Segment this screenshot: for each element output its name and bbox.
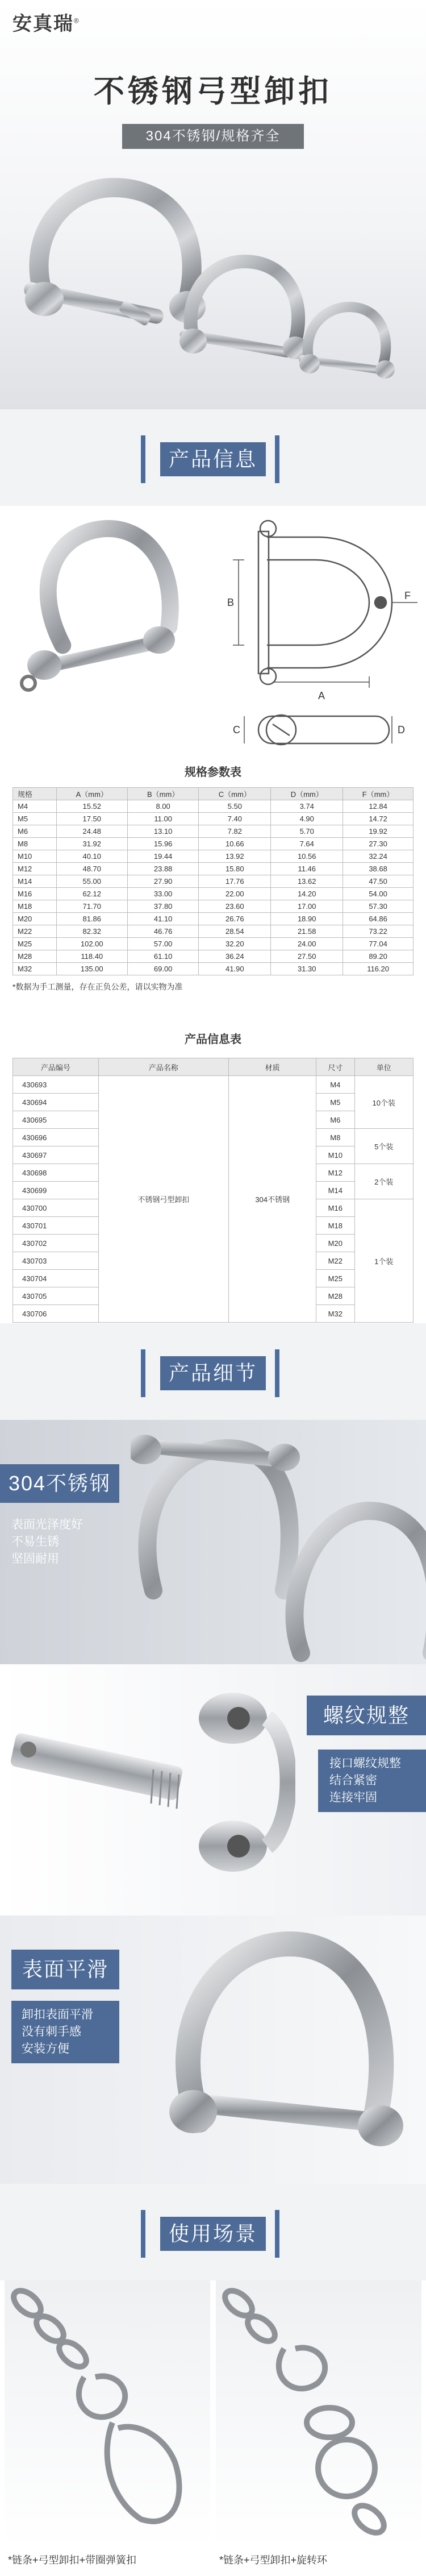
spec-table-section <box>0 756 426 1023</box>
info-row <box>13 1076 414 1094</box>
spec-table <box>12 787 414 975</box>
detail-shackle-closeup-image <box>148 1916 426 2184</box>
dim-label-c: C <box>233 724 240 736</box>
dim-label-f: F <box>404 590 411 601</box>
spec-cell: 62.12 <box>56 888 127 900</box>
hero-banner <box>0 0 426 409</box>
material-cell: 304不锈钢 <box>229 1076 316 1323</box>
spec-cell: 18.90 <box>271 913 343 925</box>
spec-header-cell: F（mm） <box>343 788 414 800</box>
size-cell: M16 <box>316 1199 354 1217</box>
spec-cell: 61.10 <box>127 950 198 963</box>
usage-scenes <box>0 2280 426 2576</box>
spec-cell: M6 <box>13 825 57 838</box>
scene-caption-swivel: *链条+弓型卸扣+旋转环 <box>219 2554 328 2566</box>
spec-header-cell: D（mm） <box>271 788 343 800</box>
spec-cell: 89.20 <box>343 950 414 963</box>
spec-cell: 32.24 <box>343 850 414 863</box>
spec-cell: 19.92 <box>343 825 414 838</box>
spec-cell: 118.40 <box>56 950 127 963</box>
spec-cell: 31.92 <box>56 838 127 850</box>
spec-cell: 71.70 <box>56 900 127 913</box>
spec-cell: 33.00 <box>127 888 198 900</box>
size-cell: M4 <box>316 1076 354 1094</box>
info-header-cell: 单位 <box>354 1058 413 1076</box>
registered-mark: ® <box>74 16 80 25</box>
spec-cell: 21.58 <box>271 925 343 938</box>
size-cell: M6 <box>316 1111 354 1129</box>
spec-cell: 28.54 <box>199 925 271 938</box>
product-code-cell: 430693 <box>13 1076 99 1094</box>
spec-cell: 48.70 <box>56 863 127 875</box>
product-code-cell: 430702 <box>13 1235 99 1252</box>
spec-header-cell: B（mm） <box>127 788 198 800</box>
spec-row <box>13 888 414 900</box>
spec-cell: 47.50 <box>343 875 414 888</box>
spec-cell: M25 <box>13 938 57 950</box>
spec-cell: 8.00 <box>127 800 198 813</box>
spec-header-cell: C（mm） <box>199 788 271 800</box>
spec-cell: M20 <box>13 913 57 925</box>
spec-cell: 81.86 <box>56 913 127 925</box>
hero-title: 不锈钢弓型卸扣 <box>94 74 332 109</box>
dim-label-b: B <box>227 597 235 608</box>
spec-cell: 19.44 <box>127 850 198 863</box>
size-cell: M14 <box>316 1182 354 1199</box>
spec-cell: M14 <box>13 875 57 888</box>
spec-cell: 22.00 <box>199 888 271 900</box>
spec-cell: 7.82 <box>199 825 271 838</box>
product-code-cell: 430697 <box>13 1146 99 1164</box>
spec-cell: 17.76 <box>199 875 271 888</box>
spec-row <box>13 838 414 850</box>
spec-cell: M28 <box>13 950 57 963</box>
spec-cell: 24.48 <box>56 825 127 838</box>
section-header-detail <box>0 1323 426 1420</box>
spec-cell: 7.64 <box>271 838 343 850</box>
spec-row <box>13 900 414 913</box>
detail-line: 表面光泽度好 <box>11 1518 83 1531</box>
size-cell: M32 <box>316 1305 354 1323</box>
spec-cell: 27.30 <box>343 838 414 850</box>
dimension-diagram <box>0 506 426 756</box>
spec-header-cell: 规格 <box>13 788 57 800</box>
scene-photo-swivel <box>216 2280 421 2548</box>
unit-cell: 5个装 <box>354 1129 413 1164</box>
brand-logo <box>12 8 80 36</box>
spec-cell: 23.88 <box>127 863 198 875</box>
product-code-cell: 430700 <box>13 1199 99 1217</box>
spec-cell: 5.70 <box>271 825 343 838</box>
spec-row <box>13 863 414 875</box>
spec-cell: 73.22 <box>343 925 414 938</box>
chain-swivel-ring-image <box>216 2280 421 2548</box>
spec-cell: M22 <box>13 925 57 938</box>
product-code-cell: 430699 <box>13 1182 99 1199</box>
spec-cell: 41.10 <box>127 913 198 925</box>
detail-tag-surface: 表面平滑 <box>11 1950 119 1989</box>
scene-caption-spring-hook: *链条+弓型卸扣+带圈弹簧扣 <box>8 2554 137 2566</box>
size-cell: M12 <box>316 1164 354 1182</box>
spec-cell: 57.30 <box>343 900 414 913</box>
product-code-cell: 430703 <box>13 1252 99 1270</box>
spec-row <box>13 825 414 838</box>
spec-cell: 27.90 <box>127 875 198 888</box>
spec-note: *数据为手工测量，存在正负公差，请以实物为准 <box>12 982 183 991</box>
spec-cell: 14.20 <box>271 888 343 900</box>
product-code-cell: 430705 <box>13 1287 99 1305</box>
info-table-section <box>0 1023 426 1323</box>
spec-cell: 24.00 <box>271 938 343 950</box>
detail-lines-thread <box>318 1750 426 1812</box>
detail-panel-material <box>0 1420 426 1664</box>
small-shackle-icon <box>298 307 395 379</box>
section-header-scene <box>0 2184 426 2280</box>
spec-cell: M10 <box>13 850 57 863</box>
shackle-photo-icon <box>22 519 176 690</box>
spec-cell: M12 <box>13 863 57 875</box>
spec-cell: 40.10 <box>56 850 127 863</box>
info-header-cell: 尺寸 <box>316 1058 354 1076</box>
spec-cell: M8 <box>13 838 57 850</box>
product-code-cell: 430704 <box>13 1270 99 1287</box>
size-cell: M25 <box>316 1270 354 1287</box>
product-drawings <box>0 506 426 756</box>
product-code-cell: 430706 <box>13 1305 99 1323</box>
chain-spring-hook-image <box>5 2280 210 2548</box>
header-accent-right <box>275 2210 285 2258</box>
spec-cell: 31.30 <box>271 963 343 975</box>
size-cell: M10 <box>316 1146 354 1164</box>
spec-cell: 26.76 <box>199 913 271 925</box>
spec-cell: M16 <box>13 888 57 900</box>
spec-cell: 12.84 <box>343 800 414 813</box>
spec-cell: M18 <box>13 900 57 913</box>
spec-cell: 15.52 <box>56 800 127 813</box>
spec-cell: 17.50 <box>56 813 127 825</box>
info-header-cell: 产品编号 <box>13 1058 99 1076</box>
size-cell: M28 <box>316 1287 354 1305</box>
header-accent-left <box>141 1349 151 1397</box>
detail-panel-surface <box>0 1916 426 2184</box>
spec-cell: M4 <box>13 800 57 813</box>
spec-cell: 13.62 <box>271 875 343 888</box>
spec-cell: 57.00 <box>127 938 198 950</box>
spec-cell: 14.72 <box>343 813 414 825</box>
spec-cell: 36.24 <box>199 950 271 963</box>
spec-cell: M5 <box>13 813 57 825</box>
scene-photo-spring-hook <box>5 2280 210 2548</box>
spec-cell: 3.74 <box>271 800 343 813</box>
spec-cell: 41.90 <box>199 963 271 975</box>
spec-cell: 15.80 <box>199 863 271 875</box>
spec-cell: 54.00 <box>343 888 414 900</box>
section-header-info <box>0 409 426 506</box>
unit-cell: 10个装 <box>354 1076 413 1129</box>
large-shackle-icon <box>23 188 206 327</box>
spec-row <box>13 800 414 813</box>
size-cell: M18 <box>316 1217 354 1235</box>
detail-tag-material: 304不锈钢 <box>0 1464 119 1503</box>
detail-line: 接口螺纹规整 <box>329 1757 401 1770</box>
spec-cell: 82.32 <box>56 925 127 938</box>
spec-cell: 7.40 <box>199 813 271 825</box>
spec-cell: 27.50 <box>271 950 343 963</box>
spec-row <box>13 875 414 888</box>
spec-cell: 13.10 <box>127 825 198 838</box>
unit-cell: 2个装 <box>354 1164 413 1199</box>
spec-table-title: 规格参数表 <box>185 766 241 779</box>
size-cell: M22 <box>316 1252 354 1270</box>
spec-cell: 32.20 <box>199 938 271 950</box>
section-title-info: 产品信息 <box>160 442 266 476</box>
spec-cell: 4.90 <box>271 813 343 825</box>
detail-panel-thread <box>0 1664 426 1916</box>
header-accent-left <box>141 435 151 483</box>
front-view-diagram-icon <box>233 521 417 688</box>
product-code-cell: 430701 <box>13 1217 99 1235</box>
spec-row <box>13 938 414 950</box>
hero-shackles-image <box>0 171 426 398</box>
product-name-cell: 不锈钢弓型卸扣 <box>98 1076 229 1323</box>
detail-line: 连接牢固 <box>329 1791 377 1804</box>
product-code-cell: 430698 <box>13 1164 99 1182</box>
brand-name: 安真瑞 <box>12 13 74 35</box>
dim-label-a: A <box>318 690 325 701</box>
spec-cell: 64.86 <box>343 913 414 925</box>
header-accent-right <box>275 1349 285 1397</box>
detail-line: 坚固耐用 <box>11 1552 59 1565</box>
header-accent-left <box>141 2210 151 2258</box>
info-header-cell: 材质 <box>229 1058 316 1076</box>
dim-label-d: D <box>398 724 405 736</box>
spec-cell: 17.00 <box>271 900 343 913</box>
detail-line: 卸扣表面平滑 <box>22 2008 93 2021</box>
spec-header-cell: A（mm） <box>56 788 127 800</box>
detail-lines-material <box>11 1516 83 1568</box>
info-table <box>12 1058 414 1323</box>
spec-cell: M32 <box>13 963 57 975</box>
spec-cell: 5.50 <box>199 800 271 813</box>
spec-cell: 77.04 <box>343 938 414 950</box>
detail-line: 不易生锈 <box>11 1535 59 1548</box>
spec-cell: 135.00 <box>56 963 127 975</box>
spec-cell: 46.76 <box>127 925 198 938</box>
spec-row <box>13 813 414 825</box>
hero-subtitle: 304不锈钢/规格齐全 <box>122 124 304 149</box>
spec-row <box>13 925 414 938</box>
spec-cell: 69.00 <box>127 963 198 975</box>
product-code-cell: 430695 <box>13 1111 99 1129</box>
product-code-cell: 430694 <box>13 1094 99 1111</box>
spec-cell: 11.46 <box>271 863 343 875</box>
spec-row <box>13 950 414 963</box>
spec-cell: 55.00 <box>56 875 127 888</box>
spec-row <box>13 913 414 925</box>
spec-cell: 13.92 <box>199 850 271 863</box>
size-cell: M20 <box>316 1235 354 1252</box>
unit-cell: 1个装 <box>354 1199 413 1323</box>
header-accent-right <box>275 435 285 483</box>
size-cell: M5 <box>316 1094 354 1111</box>
spec-cell: 37.80 <box>127 900 198 913</box>
product-code-cell: 430696 <box>13 1129 99 1146</box>
size-cell: M8 <box>316 1129 354 1146</box>
spec-row <box>13 963 414 975</box>
detail-pin-image <box>0 1664 295 1916</box>
spec-cell: 10.56 <box>271 850 343 863</box>
detail-line: 安装方便 <box>22 2042 69 2055</box>
spec-cell: 15.96 <box>127 838 198 850</box>
side-view-diagram-icon <box>244 715 392 745</box>
detail-lines-surface <box>11 2001 119 2063</box>
spec-cell: 11.00 <box>127 813 198 825</box>
spec-cell: 38.68 <box>343 863 414 875</box>
spec-cell: 116.20 <box>343 963 414 975</box>
detail-line: 结合紧密 <box>329 1774 377 1787</box>
detail-line: 没有刺手感 <box>22 2025 81 2038</box>
spec-row <box>13 850 414 863</box>
detail-tag-thread: 螺纹规整 <box>307 1696 426 1735</box>
spec-cell: 10.66 <box>199 838 271 850</box>
section-title-detail: 产品细节 <box>160 1356 266 1390</box>
spec-cell: 102.00 <box>56 938 127 950</box>
section-title-scene: 使用场景 <box>160 2217 266 2251</box>
info-header-cell: 产品名称 <box>98 1058 229 1076</box>
spec-cell: 23.60 <box>199 900 271 913</box>
info-table-title: 产品信息表 <box>185 1033 241 1046</box>
detail-shackle-pair-image <box>131 1420 426 1664</box>
